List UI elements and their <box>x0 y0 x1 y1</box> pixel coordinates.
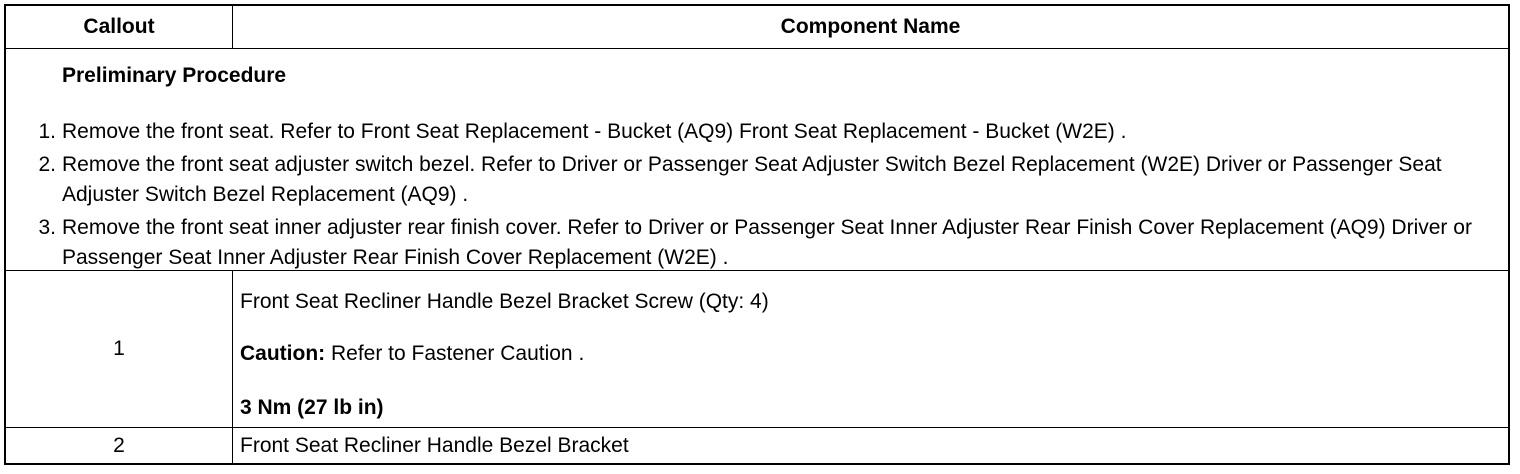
preliminary-procedure-title: Preliminary Procedure <box>62 64 287 87</box>
callout-cell: 2 <box>6 428 233 463</box>
callout-column-header: Callout <box>6 6 233 48</box>
component-name-cell <box>233 271 1508 427</box>
step-text: Remove the front seat inner adjuster rear finish cover. Refer to Driver or Passenger Seat Inner Adjuster Rear Finish Cover Replacement (AQ9) Driver or Passenger Seat Inner Adjuster Rear Finish Cover Replacement (W2E) . <box>62 216 1472 269</box>
step-text: Remove the front seat adjuster switch bezel. Refer to Driver or Passenger Seat Adjuster Switch Bezel Replacement (W2E) Driver or Passenger Seat Adjuster Switch Bezel Replacement (AQ9) . <box>62 153 1442 206</box>
component-name: Front Seat Recliner Handle Bezel Bracket Screw (Qty: 4) <box>240 290 769 313</box>
step-number: 1. <box>38 120 56 143</box>
preliminary-steps-list <box>38 117 1492 276</box>
preliminary-procedure-row <box>6 49 1508 271</box>
caution-note <box>240 342 584 366</box>
table-row <box>6 271 1508 428</box>
component-name-cell: Front Seat Recliner Handle Bezel Bracket <box>240 433 629 457</box>
step-text: Remove the front seat. Refer to Front Seat Replacement - Bucket (AQ9) Front Seat Replacement - Bucket (W2E) . <box>62 120 1127 143</box>
preliminary-step <box>38 117 1492 147</box>
caution-text: Refer to Fastener Caution . <box>325 342 585 365</box>
table-row <box>6 428 1508 463</box>
caution-label: Caution: <box>240 342 326 365</box>
table-header-row <box>6 6 1508 49</box>
preliminary-step <box>38 213 1492 273</box>
component-name-column-header: Component Name <box>780 15 961 38</box>
step-number: 2. <box>38 153 56 176</box>
preliminary-step <box>38 150 1492 210</box>
torque-spec: 3 Nm (27 lb in) <box>240 396 384 419</box>
step-number: 3. <box>38 216 56 239</box>
callout-cell: 1 <box>6 271 233 427</box>
components-table <box>4 4 1510 465</box>
